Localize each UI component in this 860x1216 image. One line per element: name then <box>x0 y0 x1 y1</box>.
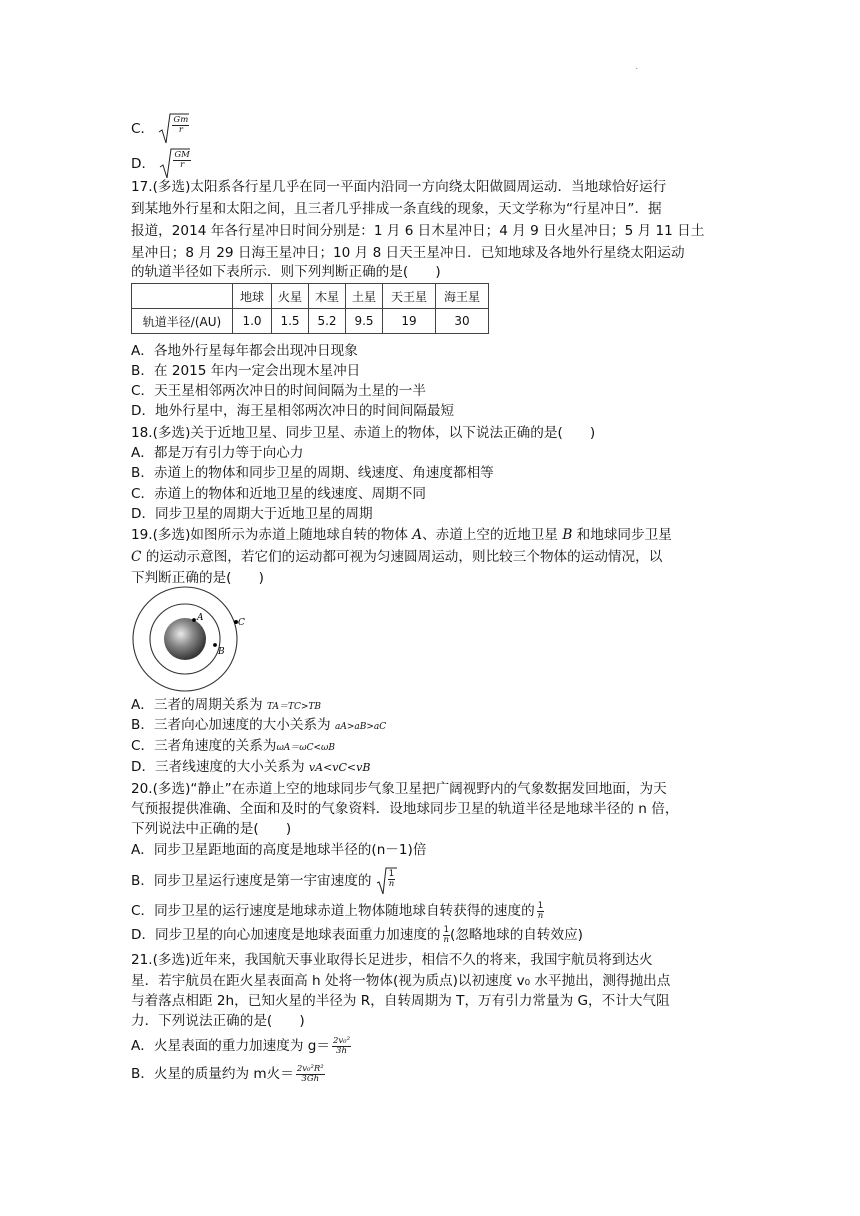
sqrt-expression <box>159 147 191 181</box>
fraction-numerator: 1 <box>443 924 449 935</box>
fraction <box>173 151 191 170</box>
q17-stem-line-2: 到某地外行星和太阳之间，且三者几乎排成一条直线的现象，天文学称为“行星冲日”．据 <box>131 201 662 217</box>
q20-option-a[interactable]: A．同步卫星距地面的高度是地球半径的(n－1)倍 <box>131 842 427 858</box>
point-a <box>192 618 196 622</box>
fraction <box>172 116 189 135</box>
table-cell: 1.0 <box>233 309 272 334</box>
q17-stem-line-5: 的轨道半径如下表所示．则下列判断正确的是( ) <box>131 264 441 280</box>
fraction-denominator: n <box>388 879 395 889</box>
q18-option-c[interactable]: C．赤道上的物体和近地卫星的线速度、周期不同 <box>131 486 426 502</box>
q17-option-a[interactable]: A．各地外行星每年都会出现冲日现象 <box>131 343 358 359</box>
label-b: B <box>218 647 225 657</box>
symbol-c: C <box>131 549 142 565</box>
q19-option-d[interactable] <box>131 757 370 778</box>
text-segment: 和地球同步卫星 <box>572 527 672 543</box>
orbit-radius-table <box>131 283 489 334</box>
fraction-denominator: 3h <box>336 1045 347 1056</box>
fraction <box>388 870 395 889</box>
q19-stem-line-1 <box>131 525 672 545</box>
point-b <box>213 643 217 647</box>
corner-mark: . <box>635 62 638 71</box>
table-cell: 9.5 <box>346 309 383 334</box>
fraction <box>296 1065 325 1084</box>
q20-option-d[interactable] <box>131 925 583 945</box>
option-label: D． <box>131 156 156 172</box>
table-header-cell: 地球 <box>233 284 272 309</box>
text-segment: D．三者线速度的大小关系为 <box>131 759 309 775</box>
q17-stem-line-4: 星冲日；8 月 29 日海王星冲日；10 月 8 日天王星冲日．已知地球及各地外行星绕太阳运动 <box>131 245 685 261</box>
fraction-numerator: GM <box>174 150 190 160</box>
q20-stem-line-3: 下列说法中正确的是( ) <box>131 821 292 837</box>
earth-icon <box>164 618 206 660</box>
fraction-numerator: 1 <box>388 869 395 879</box>
table-cell: 1.5 <box>272 309 309 334</box>
symbol-b: B <box>562 527 573 543</box>
q19-stem-line-3: 下判断正确的是( ) <box>131 570 264 586</box>
sqrt-expression <box>376 866 398 896</box>
table-cell: 30 <box>436 309 489 334</box>
q21-stem-line-1: 21.(多选)近年来，我国航天事业取得长足进步，相信不久的将来，我国宇航员将到达火 <box>131 952 653 968</box>
table-header-cell <box>132 284 233 309</box>
q18-option-d[interactable]: D．同步卫星的周期大于近地卫星的周期 <box>131 506 373 522</box>
text-segment: (忽略地球的自转效应) <box>450 927 583 943</box>
table-header-cell: 火星 <box>272 284 309 309</box>
fraction <box>332 1037 351 1056</box>
q17-stem-line-1: 17.(多选)太阳系各行星几乎在同一平面内沿同一方向绕太阳做圆周运动．当地球恰好运行 <box>131 179 667 195</box>
q21-option-b[interactable] <box>131 1064 325 1084</box>
q20-stem-line-1: 20.(多选)“静止”在赤道上空的地球同步气象卫星把广阔视野内的气象数据发回地面，为天 <box>131 781 667 797</box>
fraction <box>443 926 450 945</box>
q17-option-c[interactable]: C．天王星相邻两次冲日的时间间隔为土星的一半 <box>131 383 426 399</box>
label-c: C <box>238 618 245 628</box>
orbit-diagram <box>130 586 245 692</box>
sqrt-expression <box>158 112 190 146</box>
text-segment: 19.(多选)如图所示为赤道上随地球自转的物体 <box>131 527 413 543</box>
fraction <box>537 902 544 921</box>
fraction-numerator: 1 <box>537 900 544 911</box>
text-segment: 的运动示意图，若它们的运动都可视为匀速圆周运动，则比较三个物体的运动情况，以 <box>141 549 663 565</box>
math-expression: ωA＝ωC<ωB <box>276 743 335 753</box>
symbol-a: A <box>412 527 423 543</box>
fraction-denominator: n <box>537 910 544 921</box>
table-row-label: 轨道半径/(AU) <box>132 309 233 334</box>
math-expression: aA>aB>aC <box>334 722 387 732</box>
q16-option-c[interactable] <box>131 112 190 146</box>
table-header-cell: 海王星 <box>436 284 489 309</box>
q21-stem-line-3: 与着落点相距 2h，已知火星的半径为 R，自转周期为 T，万有引力常量为 G，不计大气阻 <box>131 993 670 1009</box>
table-header-cell: 土星 <box>346 284 383 309</box>
table-row <box>132 309 489 334</box>
fraction-denominator: 3Gh <box>301 1073 320 1084</box>
q20-option-b[interactable] <box>131 866 398 896</box>
text-segment: B．同步卫星运行速度是第一宇宙速度的 <box>131 873 372 889</box>
q17-stem-line-3: 报道，2014 年各行星冲日时间分别是：1 月 6 日木星冲日；4 月 9 日火星冲日；5 月 11 日土 <box>131 223 705 239</box>
option-label: C． <box>131 121 155 137</box>
q18-option-b[interactable]: B．赤道上的物体和同步卫星的周期、线速度、角速度都相等 <box>131 465 494 481</box>
text-segment: C．三者角速度的关系为 <box>131 738 277 754</box>
q19-option-a[interactable] <box>131 695 321 717</box>
text-segment: 、赤道上空的近地卫星 <box>422 527 563 543</box>
q21-option-a[interactable] <box>131 1036 351 1056</box>
q19-option-b[interactable] <box>131 715 386 737</box>
table-cell: 5.2 <box>309 309 346 334</box>
text-segment: B．三者向心加速度的大小关系为 <box>131 717 335 733</box>
q19-option-c[interactable] <box>131 736 335 758</box>
math-expression: vA<vC<vB <box>308 761 371 774</box>
text-segment: C．同步卫星的运行速度是地球赤道上物体随地球自转获得的速度的 <box>131 903 535 919</box>
text-segment: A．三者的周期关系为 <box>131 697 267 713</box>
fraction-numerator: Gm <box>173 115 189 125</box>
fraction-numerator: 2v₀²R² <box>296 1063 324 1074</box>
q17-option-b[interactable]: B．在 2015 年内一定会出现木星冲日 <box>131 363 361 379</box>
q16-option-d[interactable] <box>131 147 191 181</box>
table-header-row <box>132 284 489 309</box>
text-segment: A．火星表面的重力加速度为 g＝ <box>131 1038 330 1054</box>
q19-stem-line-2 <box>131 547 662 567</box>
fraction-denominator: r <box>178 125 183 135</box>
q18-stem: 18.(多选)关于近地卫星、同步卫星、赤道上的物体，以下说法正确的是( ) <box>131 425 596 441</box>
fraction-denominator: n <box>443 934 450 945</box>
q20-option-c[interactable] <box>131 901 544 921</box>
q20-stem-line-2: 气预报提供准确、全面和及时的气象资料．设地球同步卫星的轨道半径是地球半径的 n 倍， <box>131 801 679 817</box>
q17-option-d[interactable]: D．地外行星中，海王星相邻两次冲日的时间间隔最短 <box>131 403 455 419</box>
q21-stem-line-4: 力．下列说法正确的是( ) <box>131 1013 305 1029</box>
text-segment: B．火星的质量约为 m火＝ <box>131 1066 294 1082</box>
table-header-cell: 木星 <box>309 284 346 309</box>
table-header-cell: 天王星 <box>383 284 436 309</box>
q21-stem-line-2: 星．若宇航员在距火星表面高 h 处将一物体(视为质点)以初速度 v₀ 水平抛出，测得抛出点 <box>131 973 671 989</box>
math-expression: TA＝TC>TB <box>266 702 322 712</box>
label-a: A <box>197 613 204 623</box>
q18-option-a[interactable]: A．都是万有引力等于向心力 <box>131 445 304 461</box>
text-segment: D．同步卫星的向心加速度是地球表面重力加速度的 <box>131 927 441 943</box>
fraction-denominator: r <box>180 160 185 170</box>
fraction-numerator: 2v₀² <box>332 1035 350 1046</box>
table-cell: 19 <box>383 309 436 334</box>
